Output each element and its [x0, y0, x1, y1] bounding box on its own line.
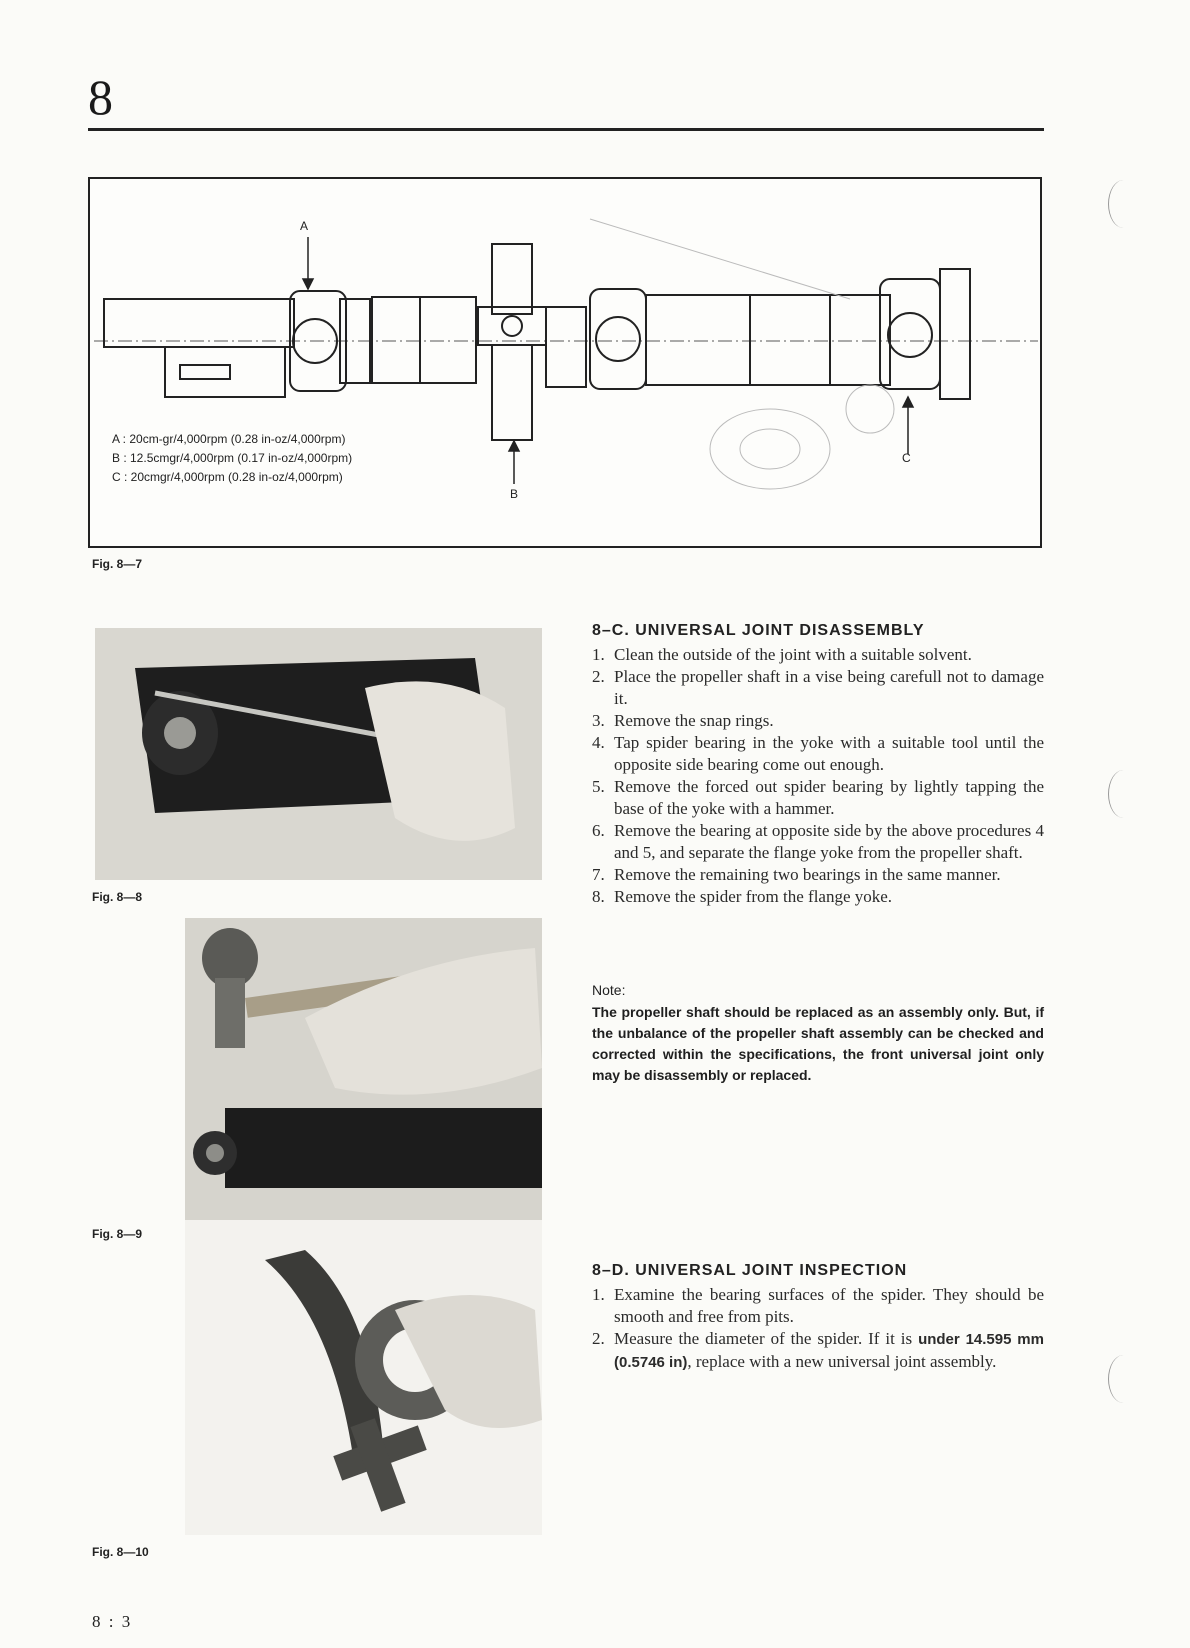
step-item	[592, 776, 1044, 820]
label-a: A	[300, 219, 309, 233]
step-item	[592, 732, 1044, 776]
punch-hole-mark	[1108, 770, 1139, 818]
page-number: 8 : 3	[92, 1612, 133, 1631]
label-c: C	[902, 451, 911, 465]
step-text: , replace with a new universal joint assembly.	[687, 1352, 997, 1371]
step-item	[592, 1284, 1044, 1328]
balance-spec-a: A : 20cm-gr/4,000rpm (0.28 in-oz/4,000rpm)	[112, 432, 346, 446]
label-b: B	[510, 487, 519, 501]
photo-screwdriver-on-joint	[95, 628, 542, 880]
step-text: Remove the bearing at opposite side by the above procedures 4 and 5, and separate the flange yoke from the propeller shaft.	[614, 821, 1044, 862]
propeller-shaft-drawing	[90, 179, 1042, 548]
balance-spec-b: B : 12.5cmgr/4,000rpm (0.17 in-oz/4,000rpm)	[112, 451, 353, 465]
step-number: 3.	[592, 711, 605, 730]
header-rule	[88, 128, 1044, 131]
step-number: 1.	[592, 1285, 605, 1304]
photo-micrometer-measuring-spider	[185, 1220, 542, 1535]
step-item	[592, 710, 1044, 732]
section-c-steps	[592, 644, 1044, 908]
step-text: Tap spider bearing in the yoke with a suitable tool until the opposite side bearing come out enough.	[614, 733, 1044, 774]
balance-spec-c: C : 20cmgr/4,000rpm (0.28 in-oz/4,000rpm)	[112, 470, 343, 484]
step-number: 2.	[592, 1329, 605, 1348]
figure-8-7-propeller-shaft	[88, 177, 1042, 548]
figure-8-8-photo	[95, 628, 542, 880]
step-item	[592, 820, 1044, 864]
figure-8-9-caption: Fig. 8—9	[92, 1227, 143, 1241]
step-number: 8.	[592, 887, 605, 906]
note-text: The propeller shaft should be replaced as an assembly only. But, if the unbalance of the propeller shaft assembly can be checked and corrected within the specifications, the front universal joint only may be disassembly or replaced.	[592, 1004, 1044, 1083]
step-text: Remove the snap rings.	[614, 711, 774, 730]
figure-8-10-photo	[185, 1220, 542, 1535]
step-text: Examine the bearing surfaces of the spider. They should be smooth and free from pits.	[614, 1285, 1044, 1326]
section-c-heading: 8–C. UNIVERSAL JOINT DISASSEMBLY	[592, 622, 925, 639]
step-number: 2.	[592, 667, 605, 686]
figure-8-7-caption: Fig. 8—7	[92, 557, 143, 571]
step-number: 7.	[592, 865, 605, 884]
step-number: 5.	[592, 777, 605, 796]
step-text: Place the propeller shaft in a vise being carefull not to damage it.	[614, 667, 1044, 708]
figure-8-8-caption: Fig. 8—8	[92, 890, 143, 904]
section-d-steps	[592, 1284, 1044, 1374]
figure-8-9-photo	[185, 918, 542, 1220]
chapter-number: 8	[88, 69, 113, 125]
step-number: 6.	[592, 821, 605, 840]
step-item	[592, 666, 1044, 710]
section-d-heading: 8–D. UNIVERSAL JOINT INSPECTION	[592, 1262, 908, 1279]
step-item	[592, 886, 1044, 908]
step-text: Remove the spider from the flange yoke.	[614, 887, 893, 906]
note-label: Note:	[592, 982, 626, 998]
step-text: Remove the remaining two bearings in the same manner.	[614, 865, 1001, 884]
punch-hole-mark	[1108, 180, 1139, 228]
step-number: 1.	[592, 645, 605, 664]
step-text: Clean the outside of the joint with a suitable solvent.	[614, 645, 972, 664]
step-item	[592, 644, 1044, 666]
step-item	[592, 1328, 1044, 1374]
step-number: 4.	[592, 733, 605, 752]
step-item	[592, 864, 1044, 886]
step-text: Remove the forced out spider bearing by lightly tapping the base of the yoke with a hammer.	[614, 777, 1044, 818]
punch-hole-mark	[1108, 1355, 1139, 1403]
figure-8-10-caption: Fig. 8—10	[92, 1545, 149, 1559]
photo-hammer-tapping-yoke	[185, 918, 542, 1220]
spec-value: under 14.595 mm (0.5746 in)	[614, 1331, 1044, 1371]
step-text: Measure the diameter of the spider. If it is	[614, 1329, 919, 1348]
